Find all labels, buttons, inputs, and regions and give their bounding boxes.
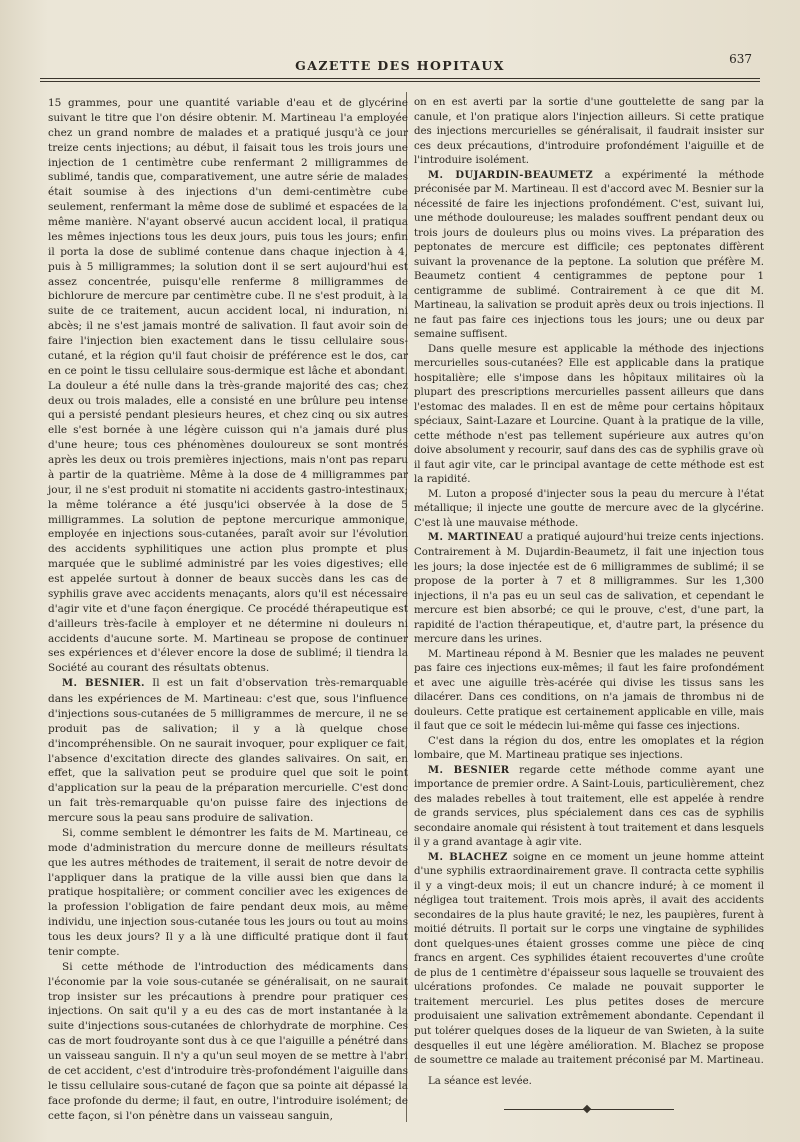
paragraph-text: a pratiqué aujourd'hui treize cents injections. Contrairement à M. Dujardin-Beaumetz, il fait une injection tous les jours; la dose injectée est de 6 milligrammes de sublimé; il se propose de la porter à 7 et 8 milligrammes. Sur les 1,300 injections, il n'a pas eu un seul cas de salivation, et cependant le mercure est bien absorbé; ce qui le prouve, c'est, d'une part, la rapidité de l'action thérapeutique, et, d'autre part, la présence du mercure dans les urines. <box>414 532 764 646</box>
paragraph <box>414 764 764 851</box>
diamond-ornament-icon <box>583 1105 591 1113</box>
end-ornament <box>504 1105 674 1113</box>
paragraph <box>414 851 764 1069</box>
paragraph-text: a expérimenté la méthode préconisée par M. Martineau. Il est d'accord avec M. Besnier sur la nécessité de faire les injections profondément. C'est, suivant lui, une méthode douloureuse; les malades souffrent pendant deux ou trois jours de douleurs plus ou moins vives. La préparation des peptonates de mercure est difficile; ces peptonates diffèrent suivant la provenance de la peptone. La solution que préfère M. Beaumetz contient 4 centigrammes de peptone pour 1 centigramme de sublimé. Contrairement à ce que dit M. Martineau, la salivation se produit après deux ou trois injections. Il ne faut pas faire ces injections tous les jours; une ou deux par semaine suffisent. <box>414 169 764 341</box>
header-rule <box>40 78 760 82</box>
speaker-name: M. BESNIER. <box>62 678 145 690</box>
journal-title: GAZETTE DES HOPITAUX <box>295 58 505 73</box>
paragraph <box>48 676 408 826</box>
paragraph: C'est dans la région du dos, entre les omoplates et la région lombaire, que M. Martineau pratique ses injections. <box>414 735 764 762</box>
paragraph: Si cette méthode de l'introduction des médicaments dans l'économie par la voie sous-cutanée se généralisait, on ne saurait trop insister sur les précautions à prendre pour pratiquer ces injections. On sait qu'il y a eu des cas de mort instantanée à la suite d'injections sous-cutanées de chlorhydrate de morphine. Ces cas de mort foudroyante sont dus à ce que l'aiguille a pénétré dans un vaisseau sanguin. Il n'y a qu'un seul moyen de se mettre à l'abri de cet accident, c'est d'introduire très-profondément l'aiguille dans le tissu cellulaire sous-cutané de façon que sa pointe ait dépassé la face profonde du derme; il faut, en outre, l'introduire isolément; de cette façon, si l'on pénètre dans un vaisseau sanguin, <box>48 960 408 1122</box>
speaker-name: M. BESNIER <box>428 764 510 776</box>
paragraph-text: regarde cette méthode comme ayant une importance de premier ordre. A Saint-Louis, particulièrement, chez des malades rebelles à tout traitement, elle est appelée à rendre de grands services, plus spécialement dans ces cas de syphilis secondaire anomale qui résistent à tout traitement et dans lesquels il y a grand avantage à agir vite. <box>414 764 764 849</box>
page-header <box>40 52 760 78</box>
paragraph: M. Luton a proposé d'injecter sous la peau du mercure à l'état métallique; il injecte une goutte de mercure avec de la glycérine. C'est là une mauvaise méthode. <box>414 488 764 529</box>
paragraph: M. Martineau répond à M. Besnier que les malades ne peuvent pas faire ces injections eux-mêmes; il faut les faire profondément et avec une aiguille très-acérée qui divise les tissus sans les dilacérer. Dans ces conditions, on n'a jamais de thrombus ni de douleurs. Cette pratique est certainement applicable en ville, mais il faut que ce soit le médecin lui-même qui fasse ces injections. <box>414 648 764 733</box>
paragraph-text: Il est un fait d'observation très-remarquable dans les expériences de M. Martineau: c'est que, sous l'influence d'injections sous-cutanées de 5 milligrammes de mercure, il ne se produit pas de salivation; il y a là quelque chose d'incompréhensible. On ne saurait invoquer, pour expliquer ce fait, l'absence d'excitation directe des glandes salivaires. On sait, en effet, que la salivation peut se produire quel que soit le point d'application sur la peau de la préparation mercurielle. C'est donc un fait très-remarquable qu'on puisse faire des injections de mercure sous la peau sans produire de salivation. <box>48 677 409 824</box>
paragraph: on en est averti par la sortie d'une gouttelette de sang par la canule, et l'on pratique alors l'injection ailleurs. Si cette pratique des injections mercurielles se généralisait, il faudrait insister sur ces deux précautions, d'introduire profondément l'aiguille et de l'introduire isolément. <box>414 97 764 167</box>
paragraph: Dans quelle mesure est applicable la méthode des injections mercurielles sous-cutanées? Elle est applicable dans la pratique hospitalière; elle s'impose dans les hôpitaux militaires où la plupart des prescriptions mercurielles passent ailleurs que dans l'estomac des malades. Il en est de même pour certains hôpitaux spéciaux, Saint-Lazare et Lourcine. Quant à la pratique de la ville, cette méthode n'est pas tellement supérieure aux autres qu'on doive absolument y recourir, sauf dans des cas de syphilis grave où il faut agir vite, car le principal avantage de cette méthode est est la rapidité. <box>414 343 764 486</box>
paragraph: Si, comme semblent le démontrer les faits de M. Martineau, ce mode d'administration du mercure donne de meilleurs résultats que les autres méthodes de traitement, il serait de notre devoir de l'appliquer dans la pratique de la ville aussi bien que dans la pratique hospitalière; or comment concilier avec les exigences de la profession l'obligation de faire pendant deux mois, au même individu, une injection sous-cutanée tous les jours ou tout au moins tous les deux jours? Il y a là une difficulté pratique dont il faut tenir compte. <box>48 826 408 958</box>
page-number: 637 <box>729 52 752 66</box>
speaker-name: M. MARTINEAU <box>428 532 524 544</box>
speaker-name: M. DUJARDIN-BEAUMETZ <box>428 169 594 181</box>
paragraph-text: soigne en ce moment un jeune homme atteint d'une syphilis extraordinairement grave. Il contracta cette syphilis il y a vingt-deux mois; il eut un chancre induré; à ce moment il négligea tout traitement. Trois mois après, il avait des accidents secondaires de la plus haute gravité; le nez, les paupières, furent à moitié détruits. Il portait sur le corps une vingtaine de syphilides dont quelques-unes étaient grosses comme une pièce de cinq francs en argent. Ces syphilides étaient recouvertes d'une croûte de plus de 1 centimètre d'épaisseur sous laquelle se trouvaient des ulcérations profondes. Ce malade ne pouvait supporter le traitement mercuriel. Les plus petites doses de mercure produisaient une salivation extrêmement abondante. Cependant il put tolérer quelques doses de la liqueur de van Swieten, à la suite desquelles il eut une légère amélioration. M. Blachez se propose de soumettre ce malade au traitement préconisé par M. Martineau. <box>414 851 764 1067</box>
paragraph: 15 grammes, pour une quantité variable d'eau et de glycérine suivant le titre que l'on désire obtenir. M. Martineau l'a employée chez un grand nombre de malades et a pratiqué jusqu'à ce jour treize cents injections; au début, il faisait tous les trois jours une injection de 1 centimètre cube renfermant 2 milligrammes de sublimé, tandis que, comparativement, une autre série de malades était soumise à des injections d'un demi-centimètre cube seulement, renfermant la même dose de sublimé et espacées de la même manière. N'ayant observé aucun accident local, il pratiqua les mêmes injections tous les deux jours, puis tous les jours; enfin il porta la dose de sublimé contenue dans chaque injection à 4, puis à 5 milligrammes; la solution dont il se sert aujourd'hui est assez concentrée, puisqu'elle renferme 8 milligrammes de bichlorure de mercure par centimètre cube. Il ne s'est produit, à la suite de ce traitement, aucun accident local, ni induration, ni abcès; il ne s'est jamais montré de salivation. Il faut avoir soin de faire l'injection bien exactement dans le tissu cellulaire sous-cutané, et la région qu'il faut choisir de préférence est le dos, car en ce point le tissu cellulaire sous-dermique est lâche et abondant. La douleur a été nulle dans la très-grande majorité des cas; chez deux ou trois malades, elle a consisté en une brûlure peu intense qui a persisté pendant plesieurs heures, et chez cinq ou six autres elle s'est bornée à une légère cuisson qui n'a jamais duré plus d'une heure; tous ces phénomènes douloureux se sont montrés après les deux ou trois premières injections, mais n'ont pas reparu à partir de la quatrième. Même à la dose de 4 milligrammes par jour, il ne s'est produit ni stomatite ni accidents gastro-intestinaux; la même tolérance a été jusqu'ici observée à la dose de 5 milligrammes. La solution de peptone mercurique ammonique, employée en injections sous-cutanées, paraît avoir sur l'évolution des accidents syphilitiques une action plus prompte et plus marquée que le sublimé administré par les voies digestives; elle est appelée surtout à donner de beaux succès dans les cas de syphilis grave avec accidents menaçants, alors qu'il est nécessaire d'agir vite et d'une façon énergique. Ce procédé thérapeutique est d'ailleurs très-facile à employer et ne détermine ni douleurs ni accidents d'aucune sorte. M. Martineau se propose de continuer ses expériences et d'élever encore la dose de sublimé; il tiendra la Société au courant des résultats obtenus. <box>48 97 408 675</box>
closing-line: La séance est levée. <box>428 1075 532 1087</box>
speaker-name: M. BLACHEZ <box>428 851 508 863</box>
right-column <box>414 96 764 1113</box>
paragraph <box>414 169 764 343</box>
paragraph <box>414 531 764 647</box>
left-column <box>48 96 408 1123</box>
